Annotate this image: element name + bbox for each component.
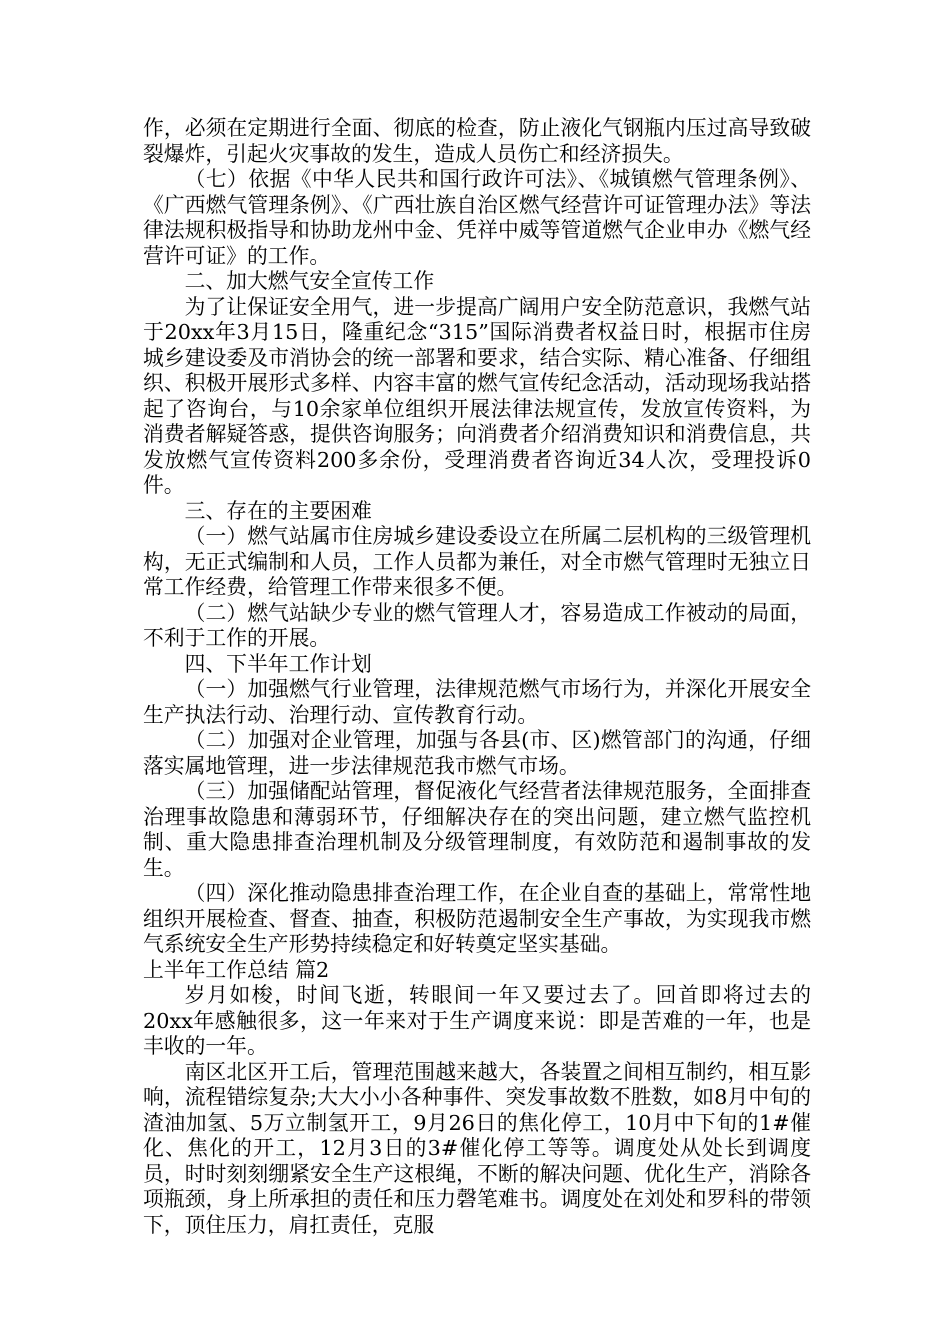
- paragraph-10: 岁月如梭，时间飞逝，转眼间一年又要过去了。回首即将过去的20xx年感触很多，这一年来对于生产调度来说：即是苦难的一年，也是丰收的一年。: [143, 983, 811, 1058]
- paragraph-11: 南区北区开工后，管理范围越来越大，各装置之间相互制约，相互影响，流程错综复杂;大大小小各种事件、突发事故数不胜数，如8月中旬的渣油加氢、5万立制氢开工，9月26日的焦化停工，10月中下旬的1#催化、焦化的开工，12月3日的3#催化停工等等。调度处从处长到调度员，时时刻刻绷紧安全生产这根绳，不断的解决问题、优化生产，消除各项瓶颈，身上所承担的责任和压力磬笔难书。调度处在刘处和罗科的带领下，顶住压力，肩扛责任，克服: [143, 1059, 811, 1237]
- section-heading-4: 四、下半年工作计划: [184, 651, 372, 676]
- section-heading-2: 二、加大燃气安全宣传工作: [184, 269, 435, 293]
- paragraph-3: 为了让保证安全用气，进一步提高广阔用户安全防范意识，我燃气站于20xx年3月15日，隆重纪念“315”国际消费者权益日时，根据市住房城乡建设委及市消协会的统一部署和要求，结合实际、精心准备、仔细组织、积极开展形式多样、内容丰富的燃气宣传纪念活动，活动现场我站搭起了咨询台，与10余家单位组织开展法律法规宣传，发放宣传资料，为消费者解疑答惑，提供咨询服务；向消费者介绍消费知识和消费信息，共发放燃气宣传资料200多余份，受理消费者咨询近34人次，受理投诉0件。: [143, 294, 811, 497]
- paragraph-9: （四）深化推动隐患排查治理工作，在企业自查的基础上，常常性地组织开展检查、督查、抽查，积极防范遏制安全生产事故，为实现我市燃气系统安全生产形势持续稳定和好转奠定坚实基础。: [143, 881, 811, 956]
- article-title-2: 上半年工作总结 篇2: [143, 957, 330, 982]
- paragraph-4: （一）燃气站属市住房城乡建设委设立在所属二层机构的三级管理机构，无正式编制和人员，工作人员都为兼任，对全市燃气管理时无独立日常工作经费，给管理工作带来很多不便。: [143, 524, 811, 599]
- paragraph-2: （七）依据《中华人民共和国行政许可法》、《城镇燃气管理条例》、《广西燃气管理条例》、《广西壮族自治区燃气经营许可证管理办法》等法律法规积极指导和协助龙州中金、凭祥中威等管道燃气企业申办《燃气经营许可证》的工作。: [143, 167, 811, 268]
- document-body: [143, 116, 811, 1238]
- paragraph-8: （三）加强储配站管理，督促液化气经营者法律规范服务，全面排查治理事故隐患和薄弱环节，仔细解决存在的突出问题，建立燃气监控机制、重大隐患排查治理机制及分级管理制度，有效防范和遏制事故的发生。: [143, 779, 811, 880]
- section-heading-3: 三、存在的主要困难: [184, 498, 372, 523]
- paragraph-1: 作，必须在定期进行全面、彻底的检查，防止液化气钢瓶内压过高导致破裂爆炸，引起火灾事故的发生，造成人员伤亡和经济损失。: [143, 116, 811, 166]
- paragraph-5: （二）燃气站缺少专业的燃气管理人才，容易造成工作被动的局面，不利于工作的开展。: [143, 600, 811, 650]
- paragraph-6: （一）加强燃气行业管理，法律规范燃气市场行为，并深化开展安全生产执法行动、治理行动、宣传教育行动。: [143, 677, 811, 727]
- paragraph-7: （二）加强对企业管理，加强与各县(市、区)燃管部门的沟通，仔细落实属地管理，进一步法律规范我市燃气市场。: [143, 728, 811, 778]
